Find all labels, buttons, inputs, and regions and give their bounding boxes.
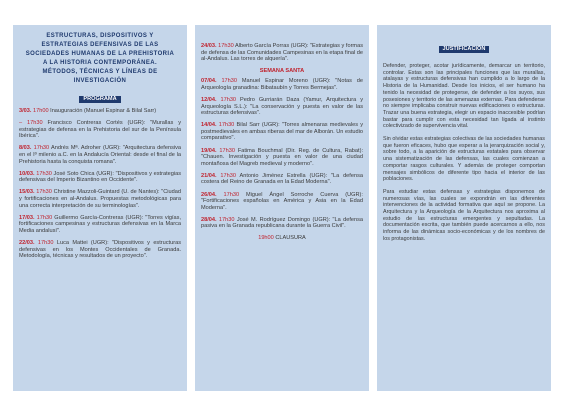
program-events-list-top bbox=[201, 43, 363, 63]
event-date: 14/04. bbox=[201, 122, 217, 129]
event-hour: 17h30 bbox=[220, 172, 236, 179]
program-event bbox=[201, 173, 363, 186]
program-event bbox=[19, 108, 181, 115]
program-event bbox=[19, 189, 181, 209]
event-description: Manuel Espinar Moreno (UGR): "Notas de Arqueología granadina: Bibataubín y Torres Bermejas". bbox=[201, 78, 363, 91]
event-date: 21/04. bbox=[201, 172, 217, 179]
event-date: 8/03. bbox=[19, 145, 32, 152]
program-events-list bbox=[201, 78, 363, 230]
justification-panel bbox=[377, 25, 551, 391]
event-date: 17/03. bbox=[19, 214, 35, 221]
course-title-line: SOCIEDADES HUMANAS DE LA PREHISTORIA bbox=[25, 51, 175, 57]
program-event bbox=[201, 78, 363, 91]
course-title-line: MÉTODOS, TÉCNICAS Y LÍNEAS DE bbox=[42, 69, 158, 75]
event-date: 15/03. bbox=[19, 189, 35, 196]
event-description: Inauguración (Manuel Espinar & Bilal Sarr) bbox=[50, 108, 157, 114]
event-hour: 17h30 bbox=[218, 122, 235, 129]
justification-text bbox=[383, 63, 545, 243]
course-title-line: ESTRATEGIAS DEFENSIVAS DE LAS bbox=[41, 42, 159, 48]
justification-paragraph: Para estudiar estas defensas y estrategias disponemos de numerosas vías, las cuales se expondrán en las diferentes intervenciones de la actividad formativa que aquí se propone. La Arquitectura y la Arqueología de la Arquitectura nos aproxima al estudio de las estructuras emergentes y sepultadas. La documentación escrita, que también puede acercarnos a ello, nos informa de las dinámicas socio-económicas y de los nombres de los protagonistas. bbox=[383, 188, 545, 242]
justification-badge: JUSTIFICACIÓN bbox=[439, 46, 490, 53]
event-description: José M. Rodríguez Domingo (UGR): "La defensa pasiva en la Granada republicana durante la Guerra Civil". bbox=[201, 216, 363, 230]
program-event bbox=[201, 97, 363, 117]
course-title bbox=[19, 33, 181, 85]
program-event bbox=[19, 145, 181, 165]
event-date: 12/04. bbox=[201, 96, 217, 103]
event-hour: 17h30 bbox=[37, 239, 54, 246]
event-description: José Soto Chica (UGR): "Dispositivos y estrategias defensivas del Imperio Bizantino en Occidente". bbox=[19, 170, 181, 184]
closing-hour: 19h00 bbox=[258, 235, 274, 242]
event-description: Alberto García Porras (UGR): "Estrategias y formas de defensa de las Comunidades Campesinas en la etapa final de al-Andalus. Las torres de alquería". bbox=[201, 43, 363, 63]
event-description: Francisco Contreras Cortés (UGR): "Murallas y estrategias de defensa en la Prehistoria del sur de la Península Ibérica". bbox=[19, 120, 181, 140]
program-badge: PROGRAMA bbox=[79, 96, 120, 103]
event-hour: 17h30 bbox=[36, 170, 52, 177]
program-event bbox=[201, 217, 363, 230]
program-panel bbox=[13, 25, 187, 391]
justification-paragraph: Defender, proteger, acotar jurídicamente, demarcar un territorio, controlar. Estas son las principales funciones que las murallas, atalayas y estructuras defensivas han cumplido a lo largo de la Historia de la Humanidad. Desde los inicios, el ser humano ha tenido la necesidad de protegerse, de defender a los suyos, sus posesiones y territorio de las amenazas externas. Para defenderse no siempre implicaba construir nuevas edificaciones o estructuras. Trazar una buena estrategia, elegir un espacio inaccesible podrían bastar para cumplir con esta necesidad tan ligada al instinto colectivizado de supervivencia vital. bbox=[383, 63, 545, 130]
event-description: Antonio Jiménez Estrella (UGR): "La defensa costera del Reino de Granada en la Edad Moderna". bbox=[201, 172, 363, 186]
event-hour: 17h00 bbox=[33, 108, 49, 114]
event-description: Pedro Gurriarán Daza (Yamur, Arquitectura y Arqueología S.L.): "La conservación y puesta en valor de las estructuras defensivas". bbox=[201, 96, 363, 117]
event-description: Fatima Bouchmal (Dir. Reg. de Cultura, Rabat): "Chauen. Investigación y puesta en valor de una ciudad montañosa del Magreb medieval y moderno". bbox=[201, 147, 364, 167]
event-bullet: – bbox=[19, 120, 28, 127]
event-description: Christine Mazzoli-Guintard (U. de Nantes): "Ciudad y fortificaciones en al-Andalus. Propuestas metodológicas para una correcta interpretación de su terminologías". bbox=[19, 189, 181, 209]
event-hour: 17h30 bbox=[220, 96, 237, 103]
program-events-list bbox=[19, 108, 181, 260]
event-date: 22/03. bbox=[19, 239, 35, 246]
program-event bbox=[201, 192, 363, 212]
event-hour: 17h30 bbox=[221, 78, 237, 85]
program-event bbox=[19, 120, 181, 140]
event-hour: 17h30 bbox=[223, 191, 240, 198]
event-date: 19/04. bbox=[201, 147, 217, 154]
closing-line bbox=[201, 235, 363, 241]
event-description: Luca Mattei (UGR): "Dispositivos y estructuras defensivas en los Montes Occidentales de Granada. Metodología, técnicas y resultados de un proyecto". bbox=[19, 239, 181, 260]
event-description: Miguel Ángel Sorroche Cuerva (UGR): "Fortificaciones españolas en América y Asia en la Edad Moderna". bbox=[201, 191, 363, 211]
program-event bbox=[201, 148, 363, 168]
event-date: 3/03. bbox=[19, 108, 32, 114]
event-description: Guillermo García-Contreras (UGR): "Torres vigías, fortificaciones campesinas y estructuras defensivas en la Marca Media andalusí". bbox=[19, 214, 182, 234]
program-event bbox=[19, 171, 181, 184]
justification-paragraph: Sin olvidar estas estrategias colectivas de las sociedades humanas que fueron eficaces, hubo que esperar a la jerarquización social y, sobre todo, a la aparición de estructuras estatales para observar una sistematización de las defensas, las cuales comienzan a comportar rasgos culturales. Y además de proteger comportan mensajes simbólicos de diferente tipo hacia el interior de las poblaciones. bbox=[383, 136, 545, 183]
closing-text: CLAUSURA bbox=[275, 235, 306, 242]
event-date: 28/04. bbox=[201, 216, 217, 223]
event-hour: 17h30 bbox=[36, 214, 53, 221]
event-hour: 17h30 bbox=[218, 216, 235, 223]
program-continued-panel bbox=[195, 25, 369, 391]
event-hour: 17h30 bbox=[36, 189, 52, 196]
event-hour: 17h30 bbox=[33, 145, 50, 152]
event-date: 24/03. bbox=[201, 43, 217, 49]
program-event bbox=[201, 122, 363, 142]
section-heading: SEMANA SANTA bbox=[259, 68, 305, 75]
event-date: 07/04. bbox=[201, 78, 217, 85]
program-event bbox=[19, 215, 181, 235]
event-date: 26/04. bbox=[201, 191, 217, 198]
program-event bbox=[19, 240, 181, 260]
event-hour: 17h30 bbox=[218, 43, 234, 49]
course-title-line: INVESTIGACIÓN bbox=[73, 78, 127, 84]
event-hour: 17h30 bbox=[27, 120, 43, 127]
course-title-line: A LA HISTORIA CONTEMPORÁNEA. bbox=[42, 60, 158, 66]
event-description: Bilal Sarr (UGR): "Torres almenaras medievales y postmedievales en ambas riberas del mar de Alborán. Un estudio comparativo". bbox=[201, 122, 364, 142]
event-hour: 17h30 bbox=[219, 147, 235, 154]
event-description: Andrés Mª. Adroher (UGR): "Arquitectura defensiva en el Iº milenio a.C. en la Andalucía Oriental: desde el final de la Prehistoria hasta la conquista romana". bbox=[19, 145, 182, 165]
course-title-line: ESTRUCTURAS, DISPOSITIVOS Y bbox=[46, 33, 154, 39]
event-date: 10/03. bbox=[19, 170, 35, 177]
program-event bbox=[201, 43, 363, 63]
